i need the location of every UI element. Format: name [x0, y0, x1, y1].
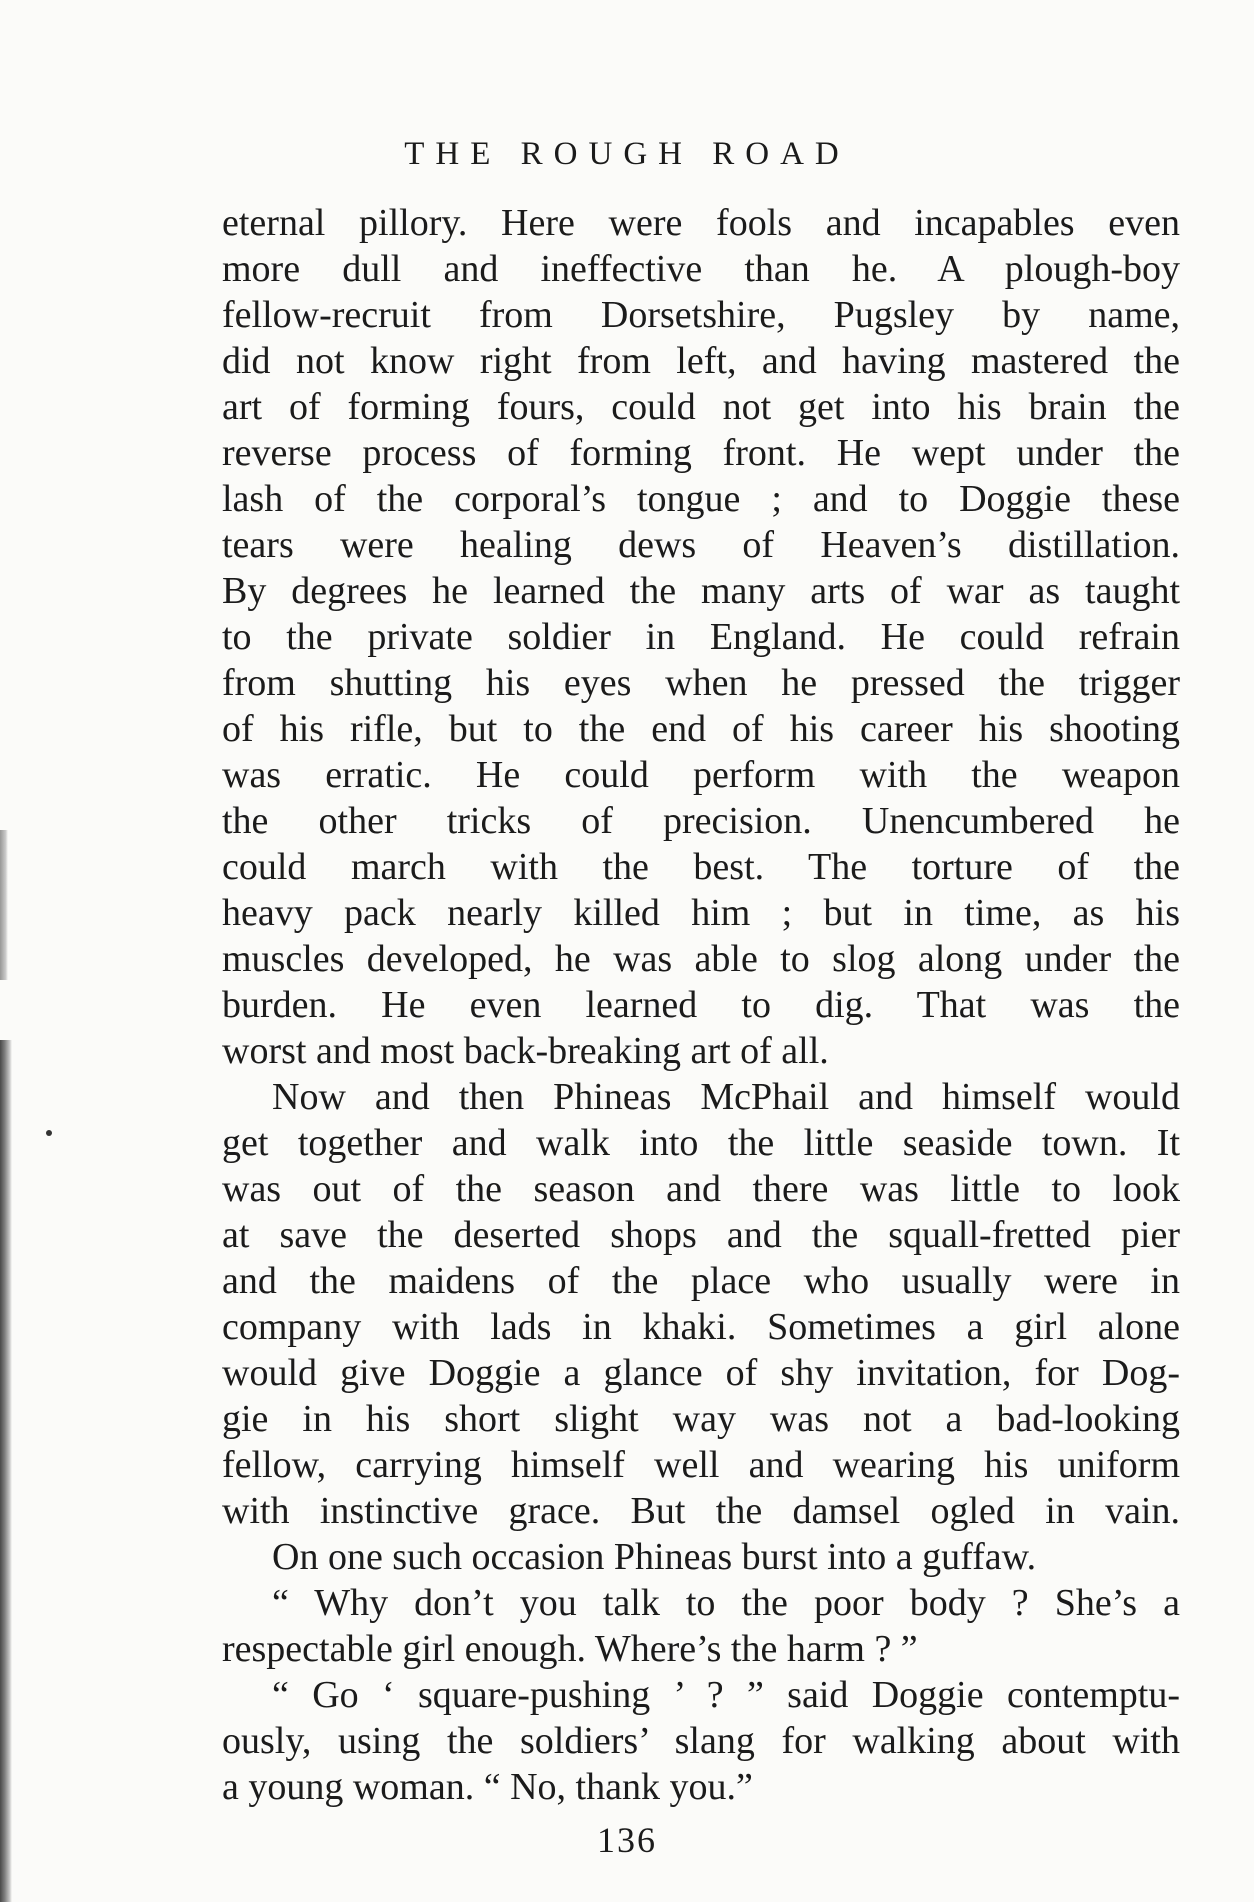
text-line: lash of the corporal’s tongue ; and to Doggie these	[222, 478, 1180, 520]
text-line: was out of the season and there was little to look	[222, 1168, 1180, 1210]
text-line: eternal pillory. Here were fools and incapables even	[222, 202, 1180, 244]
text-line: worst and most back-breaking art of all.	[222, 1030, 829, 1072]
text-line: of his rifle, but to the end of his career his shooting	[222, 708, 1180, 750]
text-line: tears were healing dews of Heaven’s distillation.	[222, 524, 1180, 566]
text-line: and the maidens of the place who usually were in	[222, 1260, 1180, 1302]
text-line: get together and walk into the little seaside town. It	[222, 1122, 1180, 1164]
text-line: “ Go ‘ square-pushing ’ ? ” said Doggie contemptu-	[272, 1674, 1180, 1716]
text-line: with instinctive grace. But the damsel ogled in vain.	[222, 1490, 1180, 1532]
text-line: a young woman. “ No, thank you.”	[222, 1766, 753, 1808]
text-line: would give Doggie a glance of shy invitation, for Dog-	[222, 1352, 1180, 1394]
binding-shadow-upper	[0, 830, 8, 980]
text-line: fellow, carrying himself well and wearing his uniform	[222, 1444, 1180, 1486]
text-line: to the private soldier in England. He could refrain	[222, 616, 1180, 658]
text-line: “ Why don’t you talk to the poor body ? She’s a	[272, 1582, 1180, 1624]
text-line: ously, using the soldiers’ slang for walking about with	[222, 1720, 1180, 1762]
text-line: fellow-recruit from Dorsetshire, Pugsley by name,	[222, 294, 1180, 336]
text-line: muscles developed, he was able to slog along under the	[222, 938, 1180, 980]
text-line: more dull and ineffective than he. A plough-boy	[222, 248, 1180, 290]
text-line: On one such occasion Phineas burst into a guffaw.	[272, 1536, 1037, 1578]
text-line: could march with the best. The torture of the	[222, 846, 1180, 888]
ink-speck	[46, 1130, 52, 1136]
text-line: did not know right from left, and having mastered the	[222, 340, 1180, 382]
text-line: By degrees he learned the many arts of war as taught	[222, 570, 1180, 612]
text-line: Now and then Phineas McPhail and himself would	[272, 1076, 1180, 1118]
text-line: reverse process of forming front. He wept under the	[222, 432, 1180, 474]
text-line: heavy pack nearly killed him ; but in time, as his	[222, 892, 1180, 934]
text-line: respectable girl enough. Where’s the harm ? ”	[222, 1628, 918, 1670]
text-line: from shutting his eyes when he pressed the trigger	[222, 662, 1180, 704]
binding-shadow	[0, 1040, 12, 1902]
text-line: gie in his short slight way was not a bad-looking	[222, 1398, 1180, 1440]
text-line: art of forming fours, could not get into his brain the	[222, 386, 1180, 428]
text-line: burden. He even learned to dig. That was the	[222, 984, 1180, 1026]
text-line: at save the deserted shops and the squall-fretted pier	[222, 1214, 1180, 1256]
page-number: 136	[597, 1820, 657, 1860]
running-head: THE ROUGH ROAD	[404, 136, 850, 172]
body-text	[222, 200, 1180, 1810]
text-line: was erratic. He could perform with the weapon	[222, 754, 1180, 796]
text-line: company with lads in khaki. Sometimes a girl alone	[222, 1306, 1180, 1348]
text-line: the other tricks of precision. Unencumbered he	[222, 800, 1180, 842]
